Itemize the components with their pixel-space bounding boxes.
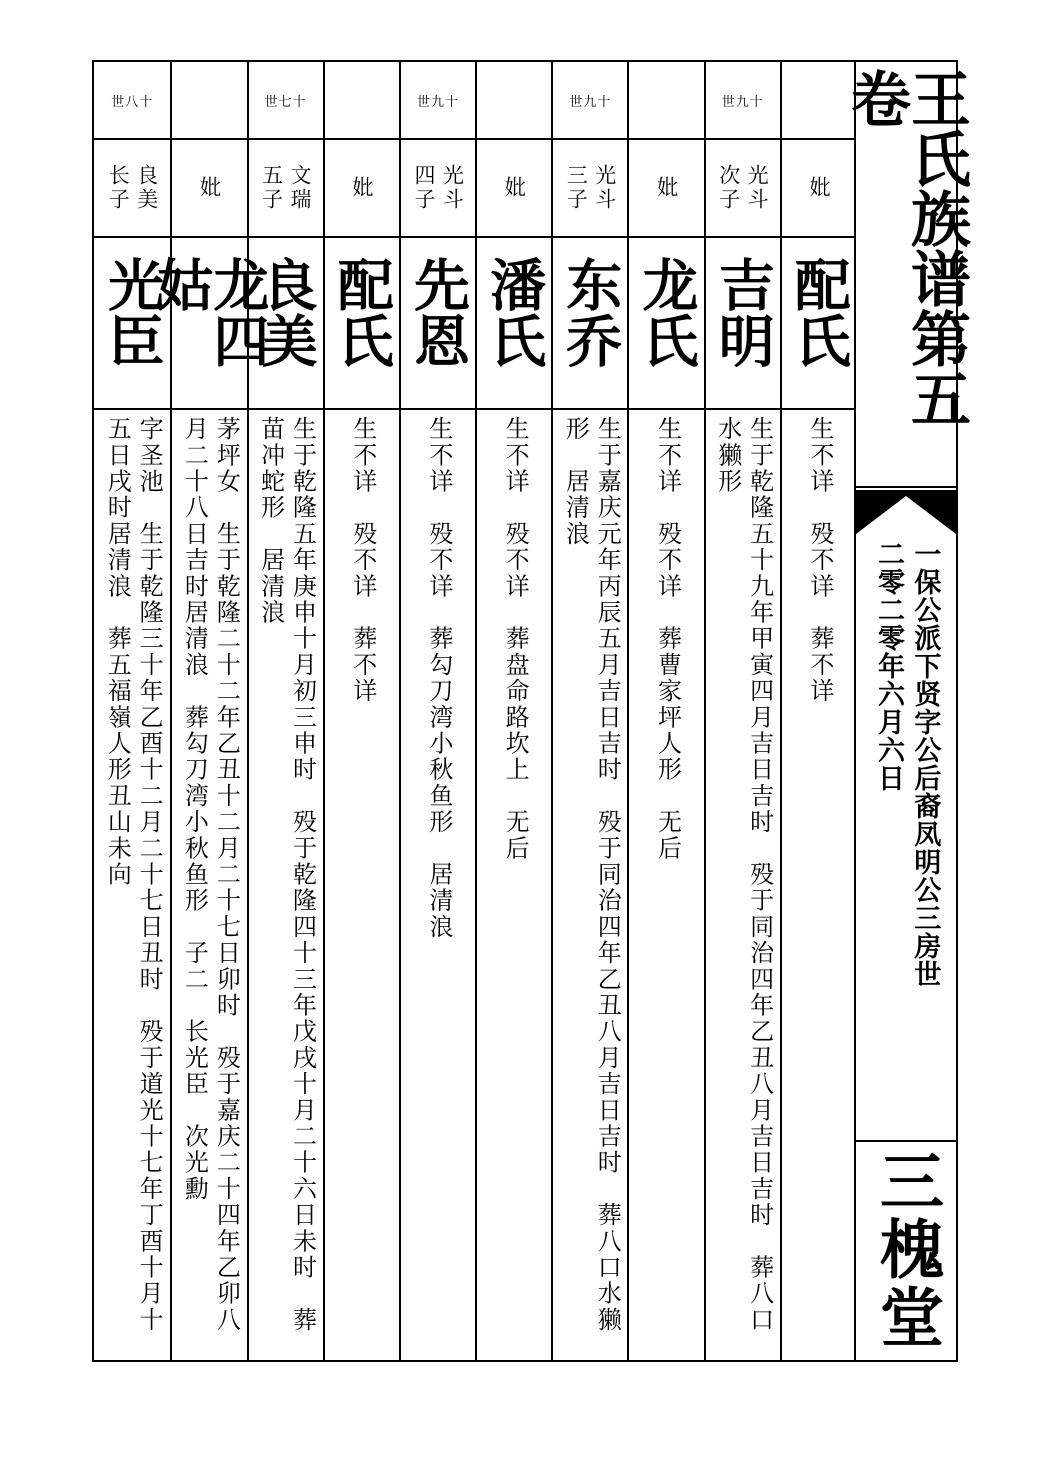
person-name: 龙氏 — [629, 238, 703, 410]
person-name: 吉明 — [706, 238, 780, 410]
book-title: 王氏族谱第五卷 — [856, 62, 956, 488]
generation-label — [629, 62, 703, 140]
generation-label — [172, 62, 246, 140]
entry-column-4 — [551, 62, 627, 1360]
generation-label — [477, 62, 551, 140]
generation-label: 世九十 — [553, 62, 627, 140]
entry-column-3 — [627, 62, 703, 1360]
hall-name: 三槐堂 — [856, 1140, 956, 1360]
biography-text: 生不详 殁不详 葬曹家坪人形 无后 — [653, 416, 682, 862]
entry-column-5 — [475, 62, 551, 1360]
entry-columns — [94, 62, 856, 1360]
date-subtitle: 二零二零年六月六日 — [873, 540, 904, 792]
person-name: 配氏 — [325, 238, 399, 410]
biography-text: 生不详 殁不详 葬盘命路坎上 无后 — [501, 416, 530, 862]
relation-label: 妣 — [172, 140, 246, 238]
person-name: 光臣 — [94, 238, 170, 410]
entry-column-7 — [323, 62, 399, 1360]
biography-text: 茅坪女 生于乾隆二十二年乙丑十二月二十七日卯时 殁于嘉庆二十四年乙卯八月二十八日吉时居清浪 葬勾刀湾小秋鱼形 子二 长光臣 次光勳 — [180, 416, 241, 1333]
relation-label: 良美 长子 — [94, 140, 170, 238]
generation-label: 世八十 — [94, 62, 170, 140]
person-name: 龙四姑 — [172, 238, 246, 410]
relation-label: 光斗 三子 — [553, 140, 627, 238]
title-column — [841, 62, 971, 1360]
biography-text: 生于乾隆五年庚申十月初三申时 殁于乾隆四十三年戊戌十月二十六日未时 葬苗冲蛇形 居清浪 — [256, 416, 317, 1333]
relation-label: 妣 — [629, 140, 703, 238]
relation-label: 妣 — [325, 140, 399, 238]
biography-text: 字圣池 生于乾隆三十年乙酉十二月二十七日丑时 殁于道光十七年丁酉十月十五日戌时居清浪 葬五福嶺人形丑山未向 — [103, 416, 164, 1333]
person-name: 东乔 — [553, 238, 627, 410]
genealogy-page — [92, 60, 971, 1362]
fishtail-ornament — [856, 490, 956, 534]
entry-column-10 — [94, 62, 170, 1360]
relation-label: 妣 — [477, 140, 551, 238]
person-name: 配氏 — [782, 238, 856, 410]
entry-column-2 — [704, 62, 780, 1360]
generation-label — [325, 62, 399, 140]
relation-label: 妣 — [782, 140, 856, 238]
entry-column-1 — [780, 62, 856, 1360]
generation-label: 世九十 — [706, 62, 780, 140]
lineage-subtitle: 一保公派下贤字公后裔凤明公三房世 — [909, 540, 941, 988]
biography-text: 生于乾隆五十九年甲寅四月吉日吉时 殁于同治四年乙丑八月吉日吉时 葬八口水獭形 — [713, 416, 774, 1333]
entry-column-9 — [148, 62, 271, 1360]
biography-text: 生不详 殁不详 葬不详 — [348, 416, 377, 705]
generation-label: 世九十 — [401, 62, 475, 140]
biography-text: 生不详 殁不详 葬不详 — [805, 416, 834, 705]
person-name: 先恩 — [401, 238, 475, 410]
person-name: 潘氏 — [477, 238, 551, 410]
entry-column-6 — [399, 62, 475, 1360]
subtitle-block — [856, 534, 956, 1140]
biography-text: 生不详 殁不详 葬勾刀湾小秋鱼形 居清浪 — [424, 416, 453, 940]
person-name: 良美 — [249, 238, 323, 410]
relation-label: 光斗 次子 — [706, 140, 780, 238]
relation-label: 光斗 四子 — [401, 140, 475, 238]
biography-text: 生于嘉庆元年丙辰五月吉日吉时 殁于同治四年乙丑八月吉日吉时 葬八口水獭形 居清浪 — [561, 416, 622, 1333]
relation-label: 文瑞 五子 — [249, 140, 323, 238]
generation-label: 世七十 — [249, 62, 323, 140]
